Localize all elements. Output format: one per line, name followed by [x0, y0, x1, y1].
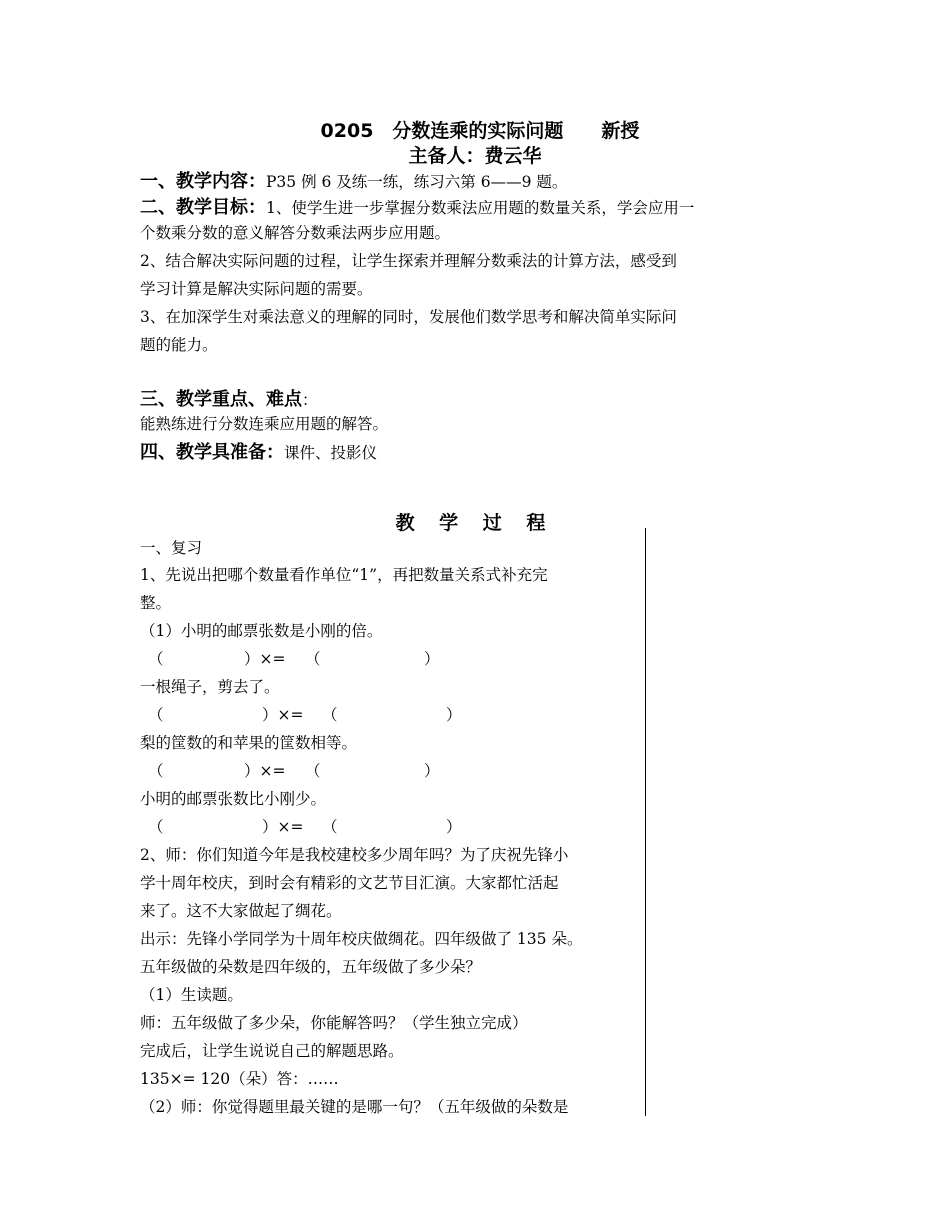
blank-times-eq: ）×=: [262, 706, 304, 724]
key-text: 能熟练进行分数连乘应用题的解答。: [140, 415, 389, 433]
process-line: 1、先说出把哪个数量看作单位“1”，再把数量关系式补充完: [140, 566, 548, 584]
process-line: 梨的筐数的和苹果的筐数相等。: [140, 734, 358, 752]
blank-open: （: [305, 650, 321, 668]
goal3-line-b: 题的能力。: [140, 336, 218, 354]
prep-heading: 四、教学具准备：: [140, 442, 284, 463]
process-title: 教 学 过 程: [395, 512, 555, 534]
process-line: 2、师：你们知道今年是我校建校多少周年吗？为了庆祝先锋小: [140, 846, 569, 864]
blank-close: ）: [446, 706, 462, 724]
goal1-line-a: 1、使学生进一步掌握分数乘法应用题的数量关系，学会应用一: [266, 199, 695, 217]
author-line: 主备人：费云华: [408, 145, 542, 167]
goal2-line-a: 2、结合解决实际问题的过程，让学生探索并理解分数乘法的计算方法，感受到: [140, 252, 677, 270]
prep-text: 课件、投影仪: [284, 444, 378, 462]
process-line: 五年级做的朵数是四年级的，五年级做了多少朵？: [140, 958, 482, 976]
process-line: 小明的邮票张数比小刚少。: [140, 790, 327, 808]
blank-close: ）: [424, 650, 440, 668]
key-heading: 三、教学重点、难点: [140, 389, 302, 410]
goal1-line-b: 个数乘分数的意义解答分数乘法两步应用题。: [140, 224, 451, 242]
content-text: P35 例 6 及练一练，练习六第 6——9 题。: [266, 173, 568, 191]
teaching-goals: [140, 193, 694, 219]
key-points: [140, 385, 318, 411]
process-line: （2）师：你觉得题里最关键的是哪一句？（五年级做的朵数是: [140, 1098, 569, 1116]
blank-open: （: [322, 818, 338, 836]
process-line: 师：五年级做了多少朵，你能解答吗？（学生独立完成）: [140, 1014, 528, 1032]
blank-close: ）: [424, 762, 440, 780]
blank-open: （: [148, 650, 164, 668]
process-line: 一根绳子，剪去了。: [140, 678, 280, 696]
blank-open: （: [148, 762, 164, 780]
page-title: 0205 分数连乘的实际问题 新授: [320, 120, 640, 142]
teaching-content: [140, 167, 567, 193]
process-line: （1）小明的邮票张数是小刚的倍。: [140, 622, 383, 640]
process-line: 出示：先锋小学同学为十周年校庆做绸花。四年级做了 135 朵。: [140, 930, 583, 948]
blank-times-eq: ）×=: [244, 650, 286, 668]
blank-open: （: [322, 706, 338, 724]
process-line: 一、复习: [140, 539, 203, 557]
process-line: 完成后，让学生说说自己的解题思路。: [140, 1042, 404, 1060]
goal2-line-b: 学习计算是解决实际问题的需要。: [140, 280, 373, 298]
preparation: [140, 438, 377, 464]
table-border: [645, 528, 646, 1116]
process-line: 135×= 120（朵）答：……: [140, 1070, 339, 1088]
process-line: 整。: [140, 594, 172, 612]
blank-open: （: [305, 762, 321, 780]
blank-close: ）: [446, 818, 462, 836]
goal3-line-a: 3、在加深学生对乘法意义的理解的同时，发展他们数学思考和解决简单实际问: [140, 308, 677, 326]
blank-times-eq: ）×=: [262, 818, 304, 836]
blank-open: （: [148, 706, 164, 724]
blank-times-eq: ）×=: [244, 762, 286, 780]
content-heading: 一、教学内容：: [140, 171, 266, 192]
key-colon: ：: [302, 391, 318, 409]
goals-heading: 二、教学目标：: [140, 197, 266, 218]
process-line: 来了。这不大家做起了绸花。: [140, 902, 342, 920]
blank-open: （: [148, 818, 164, 836]
process-line: （1）生读题。: [140, 986, 243, 1004]
process-line: 学十周年校庆，到时会有精彩的文艺节目汇演。大家都忙活起: [140, 874, 559, 892]
